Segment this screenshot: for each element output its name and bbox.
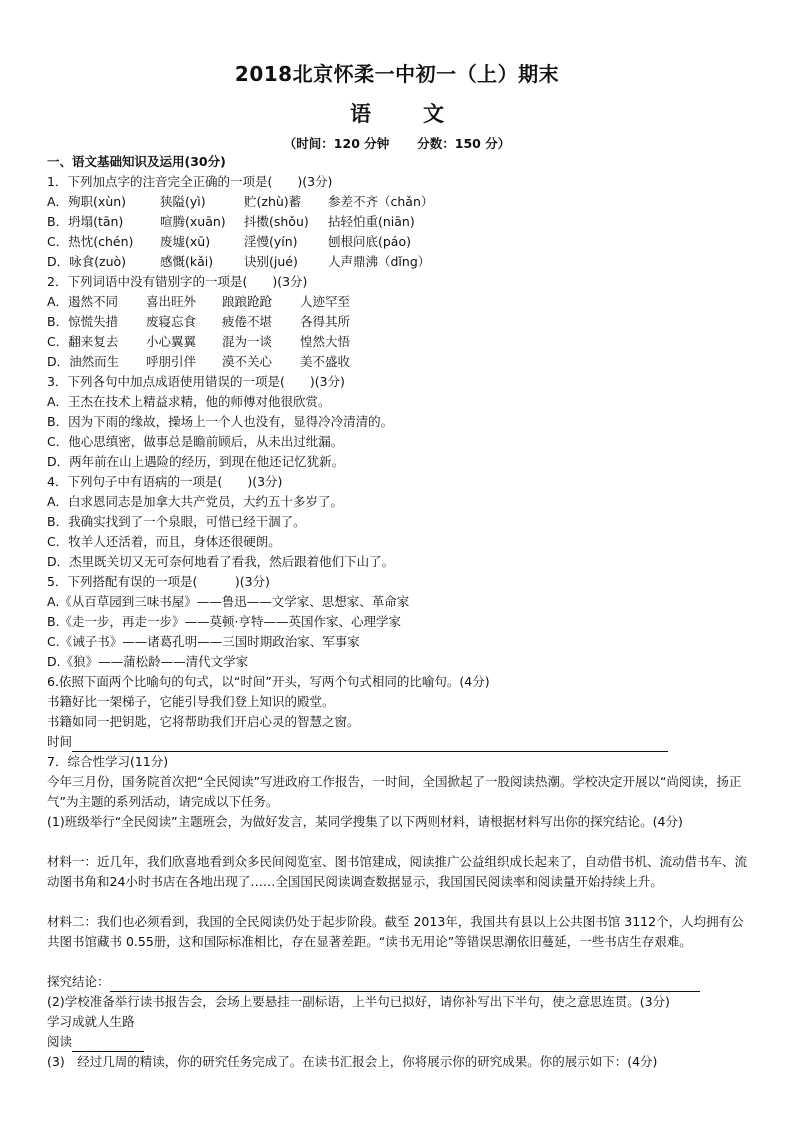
q7-read-prefix: 阅读 bbox=[47, 1034, 73, 1049]
q2-option-b-3: 疲倦不堪 bbox=[222, 314, 273, 329]
q7-part-3: (3) 经过几周的精读，你的研究任务完成了。在读书汇报会上，你将展示你的研究成果。你的展示如下：(4分) bbox=[47, 1054, 658, 1069]
q6-answer-prefix: 时间 bbox=[47, 734, 73, 749]
q1-option-c-1: C．热忱(chén) bbox=[47, 234, 134, 249]
q6-example-2: 书籍如同一把钥匙，它将帮助我们开启心灵的智慧之窗。 bbox=[47, 714, 360, 729]
q1-option-b-4: 拈轻怕重(niān) bbox=[328, 214, 415, 229]
q2-option-d-1: D．油然而生 bbox=[47, 354, 120, 369]
page-title: 2018北京怀柔一中初一（上）期末 bbox=[234, 62, 560, 86]
q2-option-d-4: 美不盛收 bbox=[300, 354, 351, 369]
q5-option-a: A.《从百草园到三味书屋》——鲁迅——文学家、思想家、革命家 bbox=[47, 594, 410, 609]
q7-intro: 今年三月份，国务院首次把“全民阅读”写进政府工作报告，一时间，全国掀起了一股阅读热潮。学校决定开展以“尚阅读，扬正气”为主题的系列活动，请完成以下任务。 bbox=[47, 774, 742, 809]
subject-char-2: 文 bbox=[423, 102, 444, 126]
q2-option-d-3: 漠不关心 bbox=[222, 354, 273, 369]
q7-read-line bbox=[47, 1032, 144, 1052]
q6-answer-blank[interactable] bbox=[72, 737, 668, 752]
q7-conclusion-line bbox=[47, 972, 700, 992]
q1-option-a-2: 狭隘(yì) bbox=[160, 194, 206, 209]
q7-material-2: 材料二：我们也必须看到，我国的全民阅读仍处于起步阶段。截至 2013年，我国共有县以上公共图书馆 3112个，人均拥有公共图书馆藏书 0.55册，这和国际标准相比，存在显著差距。“读书无用论”等错误思潮依旧蔓延，一些书店生存艰难。 bbox=[47, 914, 744, 949]
q1-option-b-1: B．坍塌(tān) bbox=[47, 214, 124, 229]
q1-option-d-4: 人声鼎沸（dǐng） bbox=[328, 254, 431, 269]
q2-option-c-2: 小心翼翼 bbox=[146, 334, 197, 349]
q7-material-1: 材料一：近几年，我们欣喜地看到众多民间阅览室、图书馆建成，阅读推广公益组织成长起来了，自动借书机、流动借书车、流动图书角和24小时书店在各地出现了……全国国民阅读调查数据显示，我国国民阅读率和阅读量开始持续上升。 bbox=[47, 854, 748, 889]
q5-option-c: C.《诫子书》——诸葛孔明——三国时期政治家、军事家 bbox=[47, 634, 360, 649]
q2-option-b-4: 各得其所 bbox=[300, 314, 351, 329]
q5-option-b: B.《走一步，再走一步》——莫顿·亨特——英国作家、心理学家 bbox=[47, 614, 402, 629]
q5-option-d: D.《狼》——蒲松龄——清代文学家 bbox=[47, 654, 249, 669]
q4-option-c: C．牧羊人还活着，而且，身体还很硬朗。 bbox=[47, 534, 281, 549]
q6-answer-line bbox=[47, 732, 668, 752]
q1-option-d-3: 诀别(jué) bbox=[244, 254, 298, 269]
q7-part-1: (1)班级举行“全民阅读”主题班会，为做好发言，某同学搜集了以下两则材料，请根据材料写出你的探究结论。(4分) bbox=[47, 814, 683, 829]
q4-option-d: D．杰里既关切又无可奈何地看了看我，然后跟着他们下山了。 bbox=[47, 554, 395, 569]
q2-option-c-1: C．翻来复去 bbox=[47, 334, 119, 349]
q2-option-a-4: 人迹罕至 bbox=[300, 294, 351, 309]
exam-meta bbox=[0, 134, 794, 152]
q2-option-a-1: A．遏然不同 bbox=[47, 294, 119, 309]
q1-option-a-1: A．殉职(xùn) bbox=[47, 194, 127, 209]
q3-option-a: A．王杰在技术上精益求精，他的师傅对他很欣赏。 bbox=[47, 394, 331, 409]
q1-option-b-3: 抖擞(shǒu) bbox=[244, 214, 309, 229]
exam-time: （时间：120 分钟 bbox=[283, 136, 390, 151]
q1-option-d-2: 感慨(kǎi) bbox=[160, 254, 214, 269]
section-heading: 一、语文基础知识及运用(30分) bbox=[47, 154, 226, 169]
question-3-stem: 3．下列各句中加点成语使用错误的一项是( )(3分) bbox=[47, 374, 345, 389]
exam-score: 分数：150 分） bbox=[417, 136, 511, 151]
q4-option-a: A．白求恩同志是加拿大共产党员，大约五十多岁了。 bbox=[47, 494, 344, 509]
question-5-stem: 5．下列搭配有误的一项是( )(3分) bbox=[47, 574, 270, 589]
question-4-stem: 4．下列句子中有语病的一项是( )(3分) bbox=[47, 474, 283, 489]
question-2-stem: 2．下列词语中没有错别字的一项是( )(3分) bbox=[47, 274, 308, 289]
q3-option-c: C．他心思缜密，做事总是瞻前顾后，从未出过纰漏。 bbox=[47, 434, 344, 449]
q1-option-b-2: 喧腾(xuān) bbox=[160, 214, 226, 229]
q7-part-2: (2)学校准备举行读书报告会，会场上要悬挂一副标语，上半句已拟好，请你补写出下半句，使之意思连贯。(3分) bbox=[47, 994, 670, 1009]
q1-option-a-3: 贮(zhù)蓄 bbox=[244, 194, 302, 209]
q2-option-d-2: 呼朋引伴 bbox=[146, 354, 197, 369]
q7-conclusion-prefix: 探究结论： bbox=[47, 974, 110, 989]
q3-option-b: B．因为下雨的缘故，操场上一个人也没有，显得冷冷清清的。 bbox=[47, 414, 394, 429]
q7-slogan-first-half: 学习成就人生路 bbox=[47, 1014, 135, 1029]
q1-option-a-4: 参差不齐（chǎn） bbox=[328, 194, 434, 209]
question-6-stem: 6.依照下面两个比喻句的句式，以“时间”开头，写两个句式相同的比喻句。(4分) bbox=[47, 674, 490, 689]
q2-option-a-2: 喜出旺外 bbox=[146, 294, 197, 309]
q6-example-1: 书籍好比一架梯子，它能引导我们登上知识的殿堂。 bbox=[47, 694, 335, 709]
q2-option-b-1: B．惊慌失措 bbox=[47, 314, 119, 329]
subject-char-1: 语 bbox=[350, 102, 371, 126]
q1-option-c-2: 废墟(xū) bbox=[160, 234, 211, 249]
question-1-stem: 1．下列加点字的注音完全正确的一项是( )(3分) bbox=[47, 174, 333, 189]
q2-option-c-4: 惶然大悟 bbox=[300, 334, 351, 349]
q1-option-d-1: D．咏食(zuò) bbox=[47, 254, 127, 269]
subject-heading bbox=[0, 98, 794, 128]
q7-read-blank[interactable] bbox=[72, 1037, 144, 1052]
q7-conclusion-blank[interactable] bbox=[110, 977, 700, 992]
q3-option-d: D．两年前在山上遇险的经历，到现在他还记忆犹新。 bbox=[47, 454, 345, 469]
q4-option-b: B．我确实找到了一个泉眼，可惜已经干涸了。 bbox=[47, 514, 306, 529]
q1-option-c-4: 刨根问底(páo) bbox=[328, 234, 411, 249]
q2-option-b-2: 废寝忘食 bbox=[146, 314, 197, 329]
q2-option-c-3: 混为一谈 bbox=[222, 334, 273, 349]
q1-option-c-3: 淫慢(yín) bbox=[244, 234, 298, 249]
question-7-stem: 7．综合性学习(11分) bbox=[47, 754, 169, 769]
q2-option-a-3: 踉踉跄跄 bbox=[222, 294, 273, 309]
